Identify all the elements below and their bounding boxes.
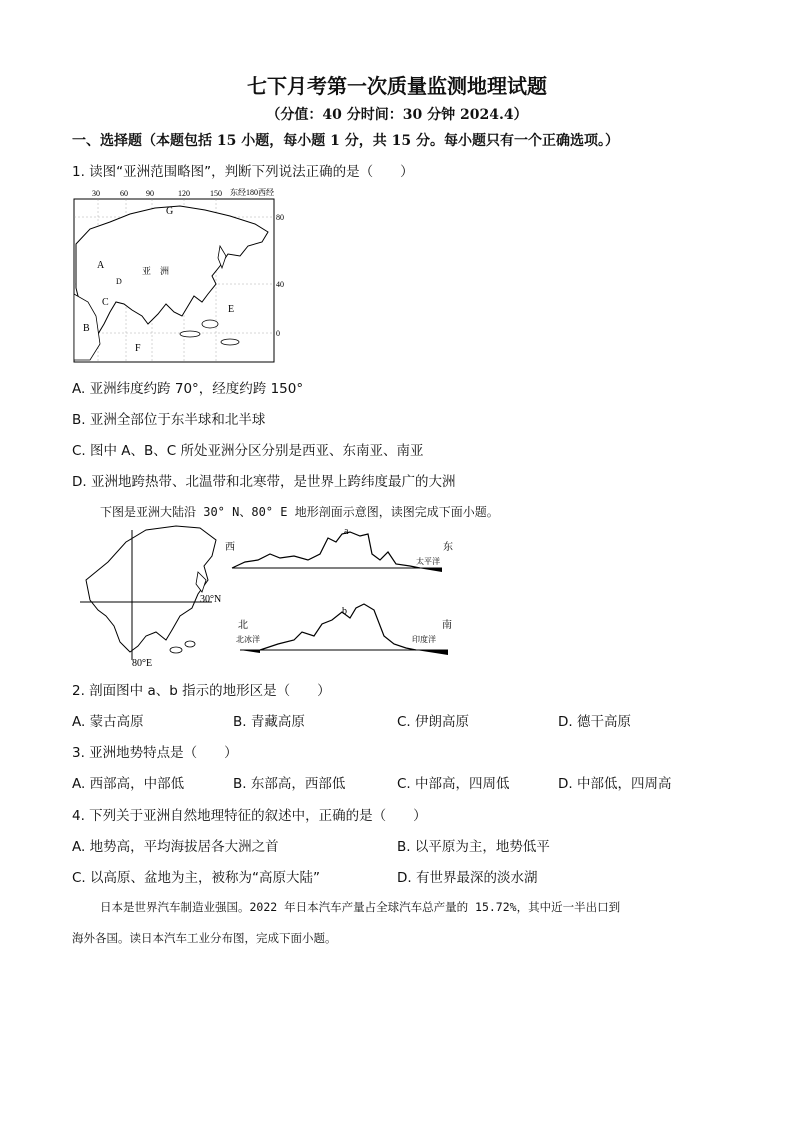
group5-intro-line2: 海外各国。读日本汽车工业分布图，完成下面小题。 (72, 931, 337, 945)
profile2-terrain (260, 604, 416, 650)
q3-option-a: A. 西部高，中部低 (72, 776, 185, 792)
island (202, 320, 218, 328)
island (185, 641, 195, 647)
group2-intro: 下图是亚洲大陆沿 30° N、80° E 地形剖面示意图，读图完成下面小题。 (100, 505, 499, 519)
profile1-peak-label: a (344, 526, 349, 537)
map-letter-d: D (116, 277, 122, 286)
profile1-ocean-fill (418, 568, 442, 572)
page-title: 七下月考第一次质量监测地理试题 (247, 74, 547, 98)
profile1-terrain (232, 532, 420, 568)
profile2-ocean-left-label: 北冰洋 (236, 635, 260, 644)
lat-label: 30°N (200, 594, 222, 605)
question-1-stem: 1. 读图“亚洲范围略图”，判断下列说法正确的是（ ） (72, 164, 414, 180)
profile2-ocean-fill-right (416, 650, 448, 655)
map-lon-label: 150 (210, 189, 222, 198)
section-heading: 一、选择题（本题包括 15 小题，每小题 1 分，共 15 分。每小题只有一个正确选项。） (72, 133, 619, 149)
profile1-ocean-label: 太平洋 (416, 557, 440, 566)
q2-option-b: B. 青藏高原 (233, 714, 305, 730)
question-2-stem: 2. 剖面图中 a、b 指示的地形区是（ ） (72, 683, 331, 699)
q4-option-d: D. 有世界最深的淡水湖 (397, 870, 538, 886)
profile-map-outline (86, 526, 216, 652)
profile2-left-label: 北 (238, 620, 248, 631)
q1-option-b: B. 亚洲全部位于东半球和北半球 (72, 412, 266, 428)
q1-option-d: D. 亚洲地跨热带、北温带和北寒带，是世界上跨纬度最广的大洲 (72, 474, 456, 490)
group5-intro-line1: 日本是世界汽车制造业强国。2022 年日本汽车产量占全球汽车总产量的 15.72%，其中近一半出口到 (100, 900, 621, 914)
map-lon-label: 120 (178, 189, 190, 198)
profile2-right-label: 南 (442, 620, 452, 631)
q3-option-d: D. 中部低，四周高 (558, 776, 672, 792)
asia-outline (76, 206, 268, 334)
lon-label: 80°E (132, 658, 153, 669)
q4-option-c: C. 以高原、盆地为主，被称为“高原大陆” (72, 870, 320, 886)
map-top-right-label: 东经180西经 (230, 188, 274, 197)
map-letter-e: E (228, 304, 235, 315)
profile2-peak-label: b (342, 606, 347, 617)
map-lon-label: 90 (146, 189, 154, 198)
map-letter-g: G (166, 206, 174, 217)
q1-option-a: A. 亚洲纬度约跨 70°，经度约跨 150° (72, 381, 304, 397)
island (180, 331, 200, 337)
map-lat-label: 80 (276, 213, 284, 222)
q3-option-b: B. 东部高，西部低 (233, 776, 346, 792)
map-letter-f: F (135, 343, 141, 354)
profile1-left-label: 西 (225, 542, 235, 553)
map-asia-label: 亚 洲 (142, 266, 170, 276)
page-subtitle: （分值：40 分时间：30 分钟 2024.4） (266, 107, 528, 123)
map-lon-label: 60 (120, 189, 128, 198)
profile1-right-label: 东 (443, 542, 453, 553)
question-4-stem: 4. 下列关于亚洲自然地理特征的叙述中，正确的是（ ） (72, 808, 427, 824)
asia-range-map (70, 184, 294, 368)
q4-option-b: B. 以平原为主，地势低平 (397, 839, 550, 855)
question-3-stem: 3. 亚洲地势特点是（ ） (72, 745, 238, 761)
map-lat-label: 40 (276, 280, 284, 289)
map-letter-a: A (97, 260, 105, 271)
map-lon-label: 30 (92, 189, 100, 198)
q3-option-c: C. 中部高，四周低 (397, 776, 510, 792)
profile2-ocean-right-label: 印度洋 (412, 635, 436, 644)
q1-option-c: C. 图中 A、B、C 所处亚洲分区分别是西亚、东南亚、南亚 (72, 443, 424, 459)
map-letter-b: B (83, 323, 90, 334)
asia-profile-figure (80, 520, 460, 670)
island (221, 339, 239, 345)
island (170, 647, 182, 653)
q2-option-d: D. 德干高原 (558, 714, 631, 730)
map-lat-label: 0 (276, 329, 280, 338)
q2-option-c: C. 伊朗高原 (397, 714, 470, 730)
map-letter-c: C (102, 297, 109, 308)
q4-option-a: A. 地势高，平均海拔居各大洲之首 (72, 839, 279, 855)
q2-option-a: A. 蒙古高原 (72, 714, 144, 730)
